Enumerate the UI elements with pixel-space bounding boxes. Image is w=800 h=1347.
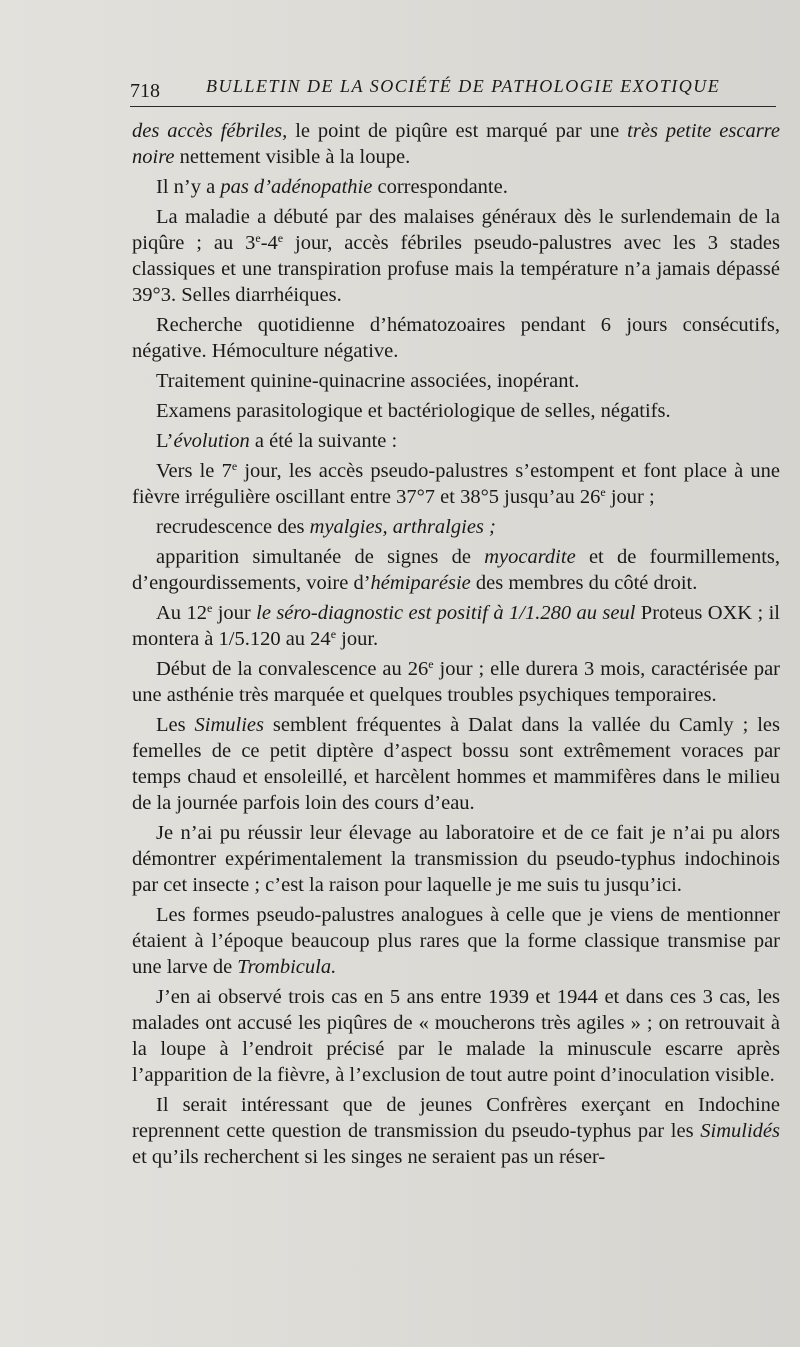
text-span: et de fourmillements, d’engourdissements, voire d’ <box>132 546 780 594</box>
superscript: e <box>255 231 261 245</box>
text-span: jour <box>212 602 257 624</box>
italic-text: pas d’adénopathie <box>220 176 373 198</box>
text-span: La maladie a débuté par des malaises généraux dès le surlendemain de la piqûre ; au 3 <box>132 206 780 254</box>
italic-text: le séro-diagnostic est positif à 1/1.280 au seul <box>256 602 636 624</box>
paragraph-4: Recherche quotidienne d’hématozoaires pendant 6 jours consécutifs, négative. Hémoculture négative. <box>132 314 780 362</box>
text-span: jour ; elle durera 3 mois, caractérisée par une asthénie très marquée et quelques troubles psychiques temporaires. <box>132 658 780 706</box>
paragraph-8 <box>132 458 780 510</box>
italic-text: très petite escarre noire <box>132 120 780 168</box>
page-header <box>130 74 780 106</box>
paragraph-15 <box>132 902 780 980</box>
superscript: e <box>600 485 606 499</box>
superscript: e <box>330 627 337 641</box>
text-span: Vers le 7 <box>156 460 232 482</box>
paragraph-12 <box>132 656 780 708</box>
superscript: e <box>231 459 238 473</box>
paragraph-5: Traitement quinine-quinacrine associées, inopérant. <box>156 370 580 392</box>
text-span: semblent fréquentes à Dalat dans la vallée du Camly ; les femelles de ce petit diptère d’aspect bossu sont extrêmement voraces par temps chaud et ensoleillé, et harcèlent hommes et mammifères dans le milieu de la journée parfois loin des cours d’eau. <box>132 714 780 814</box>
text-span: nettement visible à la loupe. <box>174 146 411 168</box>
paragraph-3 <box>132 204 780 308</box>
paragraph-9 <box>132 514 780 540</box>
italic-text: hémiparésie <box>370 572 471 594</box>
text-span: Les formes pseudo-palustres analogues à celle que je viens de mentionner étaient à l’époque beaucoup plus rares que la forme classique transmise par une larve de <box>132 904 780 978</box>
italic-text: Simulidés <box>700 1120 780 1142</box>
superscript: e <box>428 657 434 671</box>
page-number: 718 <box>130 80 160 102</box>
text-span: L’ <box>156 430 174 452</box>
text-span: Il serait intéressant que de jeunes Confrères exerçant en Indochine reprennent cette question de transmission du pseudo-typhus par les <box>132 1094 780 1142</box>
text-span: Il n’y a <box>156 176 221 198</box>
italic-text: Trombicula. <box>237 956 337 978</box>
italic-text: des accès fébriles, <box>132 120 288 142</box>
paragraph-1 <box>132 118 780 170</box>
text-span: correspondante. <box>372 176 508 198</box>
italic-text: myocardite <box>484 546 576 568</box>
italic-text: évolution <box>173 430 250 452</box>
text-span: le point de piqûre est marqué par une <box>287 120 628 142</box>
text-span: Début de la convalescence au 26 <box>156 658 429 680</box>
paragraph-2 <box>132 174 780 200</box>
text-span: des membres du côté droit. <box>470 572 698 594</box>
text-span: Les <box>156 714 195 736</box>
paragraph-17 <box>132 1092 780 1170</box>
header-rule <box>130 106 776 107</box>
text-span: a été la suivante : <box>249 430 398 452</box>
paragraph-6: Examens parasitologique et bactériologique de selles, négatifs. <box>156 400 671 422</box>
body-text <box>132 118 780 1174</box>
paragraph-16: J’en ai observé trois cas en 5 ans entre 1939 et 1944 et dans ces 3 cas, les malades ont accusé les piqûres de « moucherons très agiles » ; on retrouvait à la loupe à l’endroit précisé par le malade la minuscule escarre après l’apparition de la fièvre, à l’exclusion de tout autre point d’inoculation visible. <box>132 986 780 1086</box>
text-span: et qu’ils recherchent si les singes ne seraient pas un réser- <box>132 1146 606 1168</box>
paragraph-11 <box>132 600 780 652</box>
paragraph-10 <box>132 544 780 596</box>
text-span: apparition simultanée de signes de <box>156 546 485 568</box>
text-span: jour, les accès pseudo-palustres s’estompent et font place à une fièvre irrégulière oscillant entre 37°7 et 38°5 jusqu’au 26 <box>132 460 780 508</box>
paragraph-13 <box>132 712 780 816</box>
text-span: jour, accès fébriles pseudo-palustres avec les 3 stades classiques et une transpiration profuse mais la température n’a jamais dépassé 39°3. Selles diarrhéiques. <box>132 232 780 306</box>
text-span: jour. <box>336 628 379 650</box>
text-span: -4 <box>260 232 278 254</box>
text-span: jour ; <box>605 486 655 508</box>
italic-text: myalgies, arthralgies ; <box>309 516 496 538</box>
superscript: e <box>206 601 213 615</box>
italic-text: Simulies <box>194 714 264 736</box>
running-title: BULLETIN DE LA SOCIÉTÉ DE PATHOLOGIE EXOTIQUE <box>206 76 721 96</box>
superscript: e <box>277 231 284 245</box>
text-span: recrudescence des <box>156 516 310 538</box>
paragraph-7 <box>132 428 780 454</box>
text-span: Au 12 <box>156 602 207 624</box>
text-span: Proteus OXK ; il montera à 1/5.120 au 24 <box>132 602 780 650</box>
paragraph-14: Je n’ai pu réussir leur élevage au laboratoire et de ce fait je n’ai pu alors démontrer expérimentalement la transmission du pseudo-typhus indochinois par cet insecte ; c’est la raison pour laquelle je me suis tu jusqu’ici. <box>132 822 780 896</box>
